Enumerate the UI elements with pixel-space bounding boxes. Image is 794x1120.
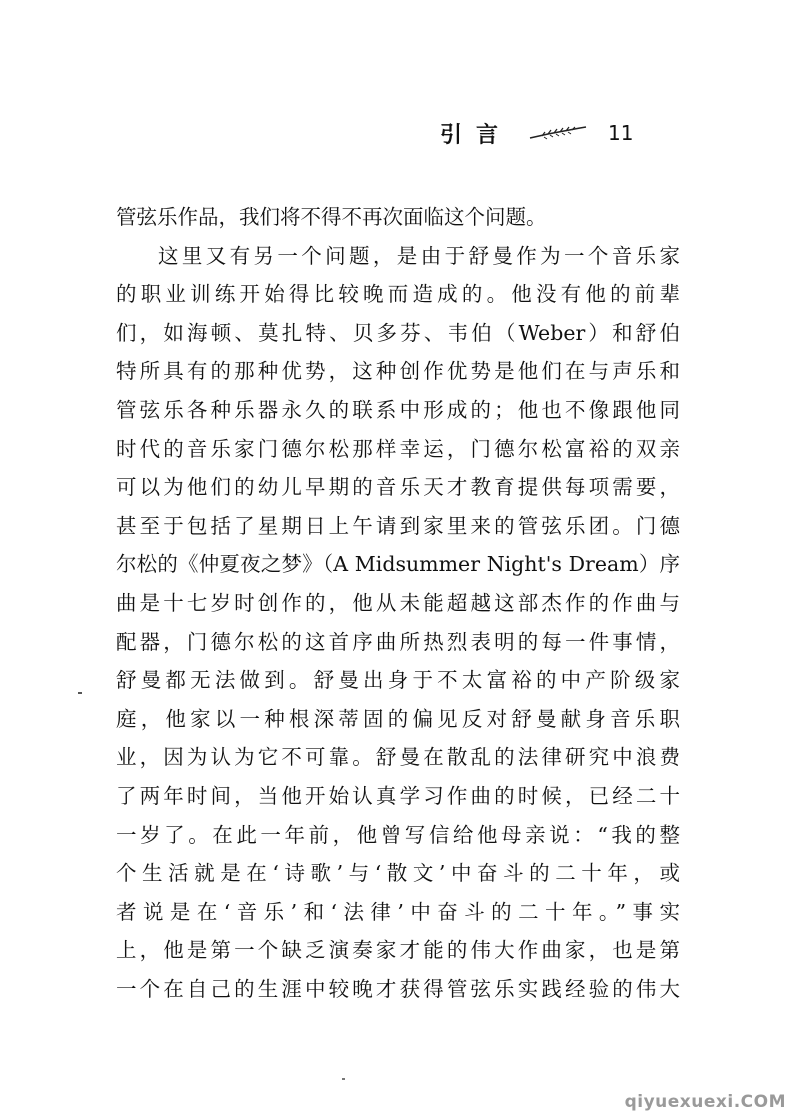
- text-line: 庭，他家以一种根深蒂固的偏见反对舒曼献身音乐职: [116, 706, 680, 731]
- text-line: 上，他是第一个缺乏演奏家才能的伟大作曲家，也是第: [116, 938, 680, 963]
- text-line: 舒曼都无法做到。舒曼出身于不太富裕的中产阶级家: [116, 668, 680, 693]
- text-line: 特所具有的那种优势，这种创作优势是他们在与声乐和: [116, 359, 680, 384]
- text-line: 配器，门德尔松的这首序曲所热烈表明的每一件事情，: [116, 629, 680, 654]
- text-line: 们，如海顿、莫扎特、贝多芬、韦伯（Weber）和舒伯: [116, 320, 680, 345]
- page-number: 11: [608, 121, 634, 145]
- text-line: 时代的音乐家门德尔松那样幸运，门德尔松富裕的双亲: [116, 436, 680, 461]
- text-line: 了两年时间，当他开始认真学习作曲的时候，已经二十: [116, 783, 680, 808]
- margin-mark: [78, 692, 82, 694]
- footer-mark: [342, 1078, 345, 1080]
- text-line: 个生活就是在‘诗歌’与‘散文’中奋斗的二十年，或: [116, 861, 680, 886]
- text-line: 一岁了。在此一年前，他曾写信给他母亲说：“我的整: [116, 822, 680, 847]
- text-line: 管弦乐作品，我们将不得不再次面临这个问题。: [116, 205, 547, 229]
- text-line: 曲是十七岁时创作的，他从未能超越这部杰作的作曲与: [116, 590, 680, 615]
- text-line: 者说是在‘音乐’和‘法律’中奋斗的二十年。”事实: [116, 899, 680, 924]
- text-line: 可以为他们的幼儿早期的音乐天才教育提供每项需要，: [116, 475, 680, 500]
- text-line: 业，因为认为它不可靠。舒曼在散乱的法律研究中浪费: [116, 745, 680, 770]
- text-line: 一个在自己的生涯中较晚才获得管弦乐实践经验的伟大: [116, 976, 680, 1001]
- body-text: [116, 198, 680, 1008]
- text-line: 这里又有另一个问题，是由于舒曼作为一个音乐家: [158, 243, 680, 268]
- running-head-title: 引言: [440, 122, 513, 148]
- text-line: 的职业训练开始得比较晚而造成的。他没有他的前辈: [116, 282, 680, 307]
- text-line: 尔松的《仲夏夜之梦》（A Midsummer Night's Dream）序: [116, 552, 680, 577]
- text-line: 甚至于包括了星期日上午请到家里来的管弦乐团。门德: [116, 513, 680, 538]
- site-watermark: qiyuexuexi.COM: [624, 1092, 786, 1112]
- running-head: [440, 118, 633, 148]
- text-line: 管弦乐各种乐器永久的联系中形成的；他也不像跟他同: [116, 397, 680, 422]
- decorative-flourish-icon: [528, 126, 588, 140]
